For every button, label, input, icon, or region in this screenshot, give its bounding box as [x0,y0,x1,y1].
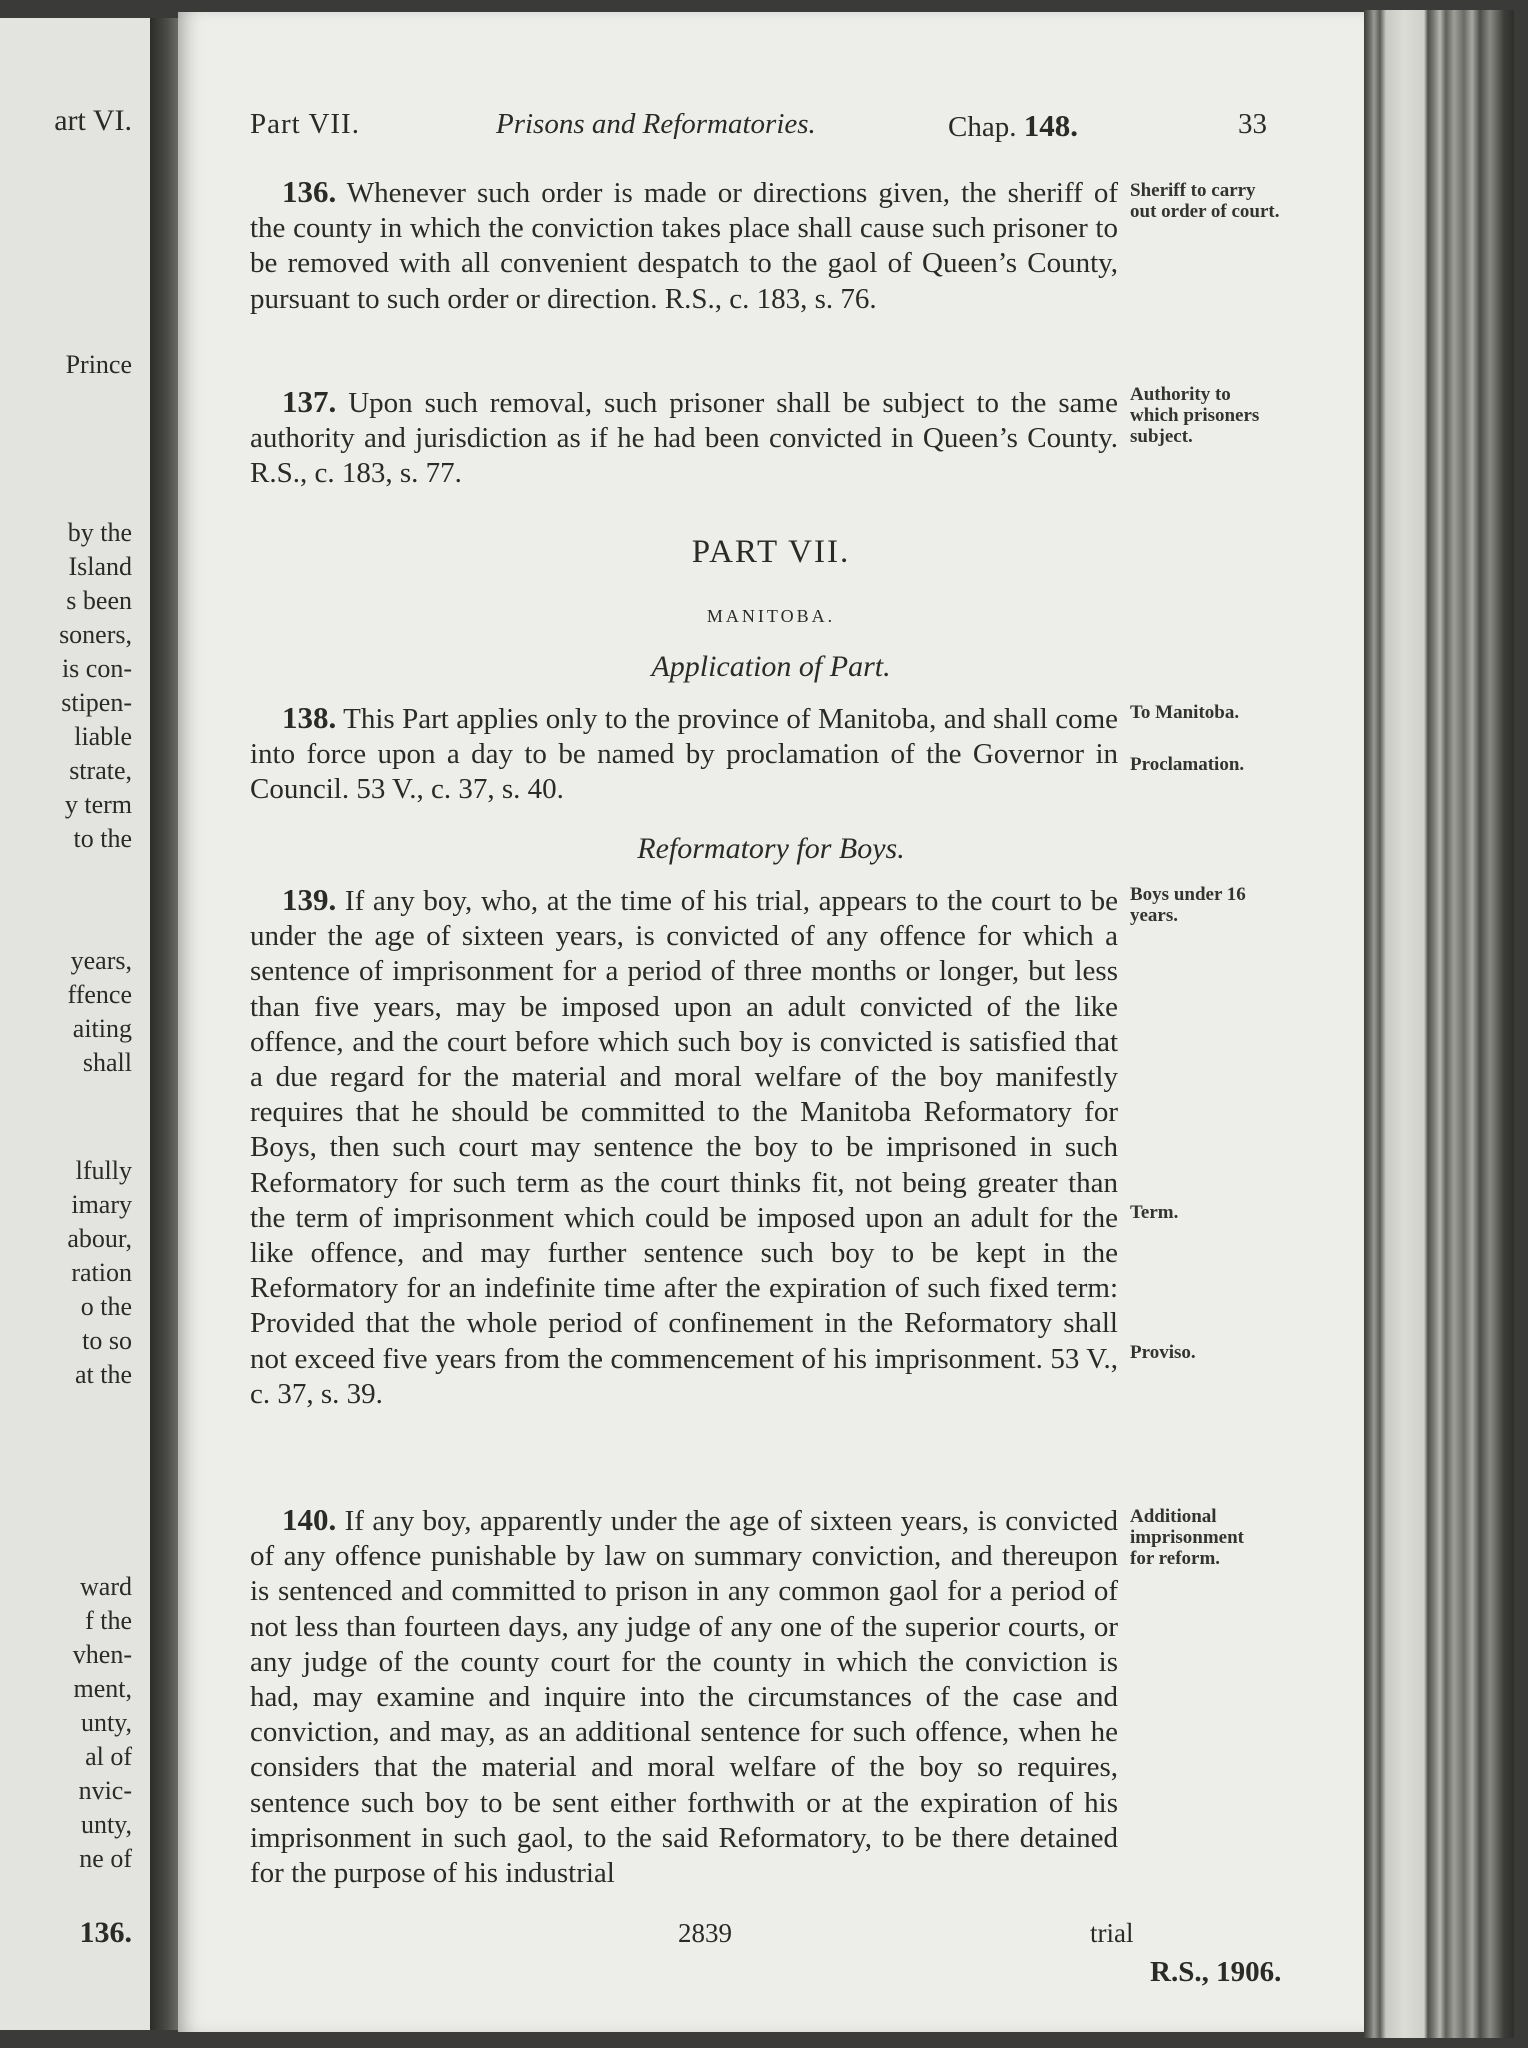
chapter-label: Chap. [948,111,1017,143]
running-head-chapter [948,108,1078,144]
left-page-text-fragment: lfully [75,1156,132,1185]
section-number: 137. [282,384,337,419]
left-page-text-fragment: to so [82,1326,132,1355]
book-page [178,12,1364,2032]
left-page-text-fragment: shall [82,1048,132,1077]
left-page-text-fragment: stipen- [61,688,132,717]
left-page-text-fragment: 136. [79,1916,132,1949]
left-page-text-fragment: ffence [67,980,132,1009]
left-page-text-fragment: art VI. [54,104,132,137]
section-text: If any boy, who, at the time of his trial, appears to the court to be under the age of sixteen years, is convicted of any offence for which a sentence of imprisonment for a period of three months or longer, but less than five years, may be imposed upon an adult convicted of the like offence, and the court before which such boy is convicted is satisfied that a due regard for the material and moral welfare of the boy manifestly requires that he should be committed to the Manitoba Reformatory for Boys, then such court may sentence the boy to be imprisoned in such Reformatory for such term as the court thinks fit, not being greater than the term of imprisonment which could be imposed upon an adult for the like offence, and may further sentence such boy to be kept in the Reformatory for an indefinite time after the expiration of such fixed term: Provided that the whole period of confinement in the Reformatory shall not exceed five years from the commencement of his imprisonment. 53 V., c. 37, s. 39. [250,885,1118,1410]
margin-note: Additional imprisonment for reform. [1130,1506,1244,1569]
left-page-text-fragment: ward [80,1572,132,1601]
running-head-part: Part VII. [250,108,360,140]
left-page-text-fragment: soners, [59,620,132,649]
chapter-number: 148. [1023,108,1078,143]
margin-note-2: Proclamation. [1130,754,1245,775]
left-page-text-fragment: at the [74,1360,132,1389]
left-page-text-fragment: nvic- [78,1776,132,1805]
left-page-text-fragment: by the [67,518,132,547]
left-page-text-fragment: aiting [72,1014,132,1043]
left-page-text-fragment: unty, [80,1708,132,1737]
left-page-text-fragment: unty, [80,1810,132,1839]
section-text: Upon such removal, such prisoner shall be subject to the same authority and jurisdiction as if he had been convicted in Queen’s County. R.S., c. 183, s. 77. [250,387,1118,490]
section-136 [250,174,1118,317]
subheading-reformatory: Reformatory for Boys. [637,832,905,865]
left-page-text-fragment: f the [85,1606,132,1635]
margin-note: Sheriff to carry out order of court. [1130,180,1280,222]
margin-note: Authority to which prisoners subject. [1130,384,1260,447]
left-page-text-fragment: liable [74,722,132,751]
left-page-text-fragment: s been [66,586,132,615]
left-page-text-fragment: al of [85,1742,132,1771]
footer-page-number: 2839 [678,1918,732,1948]
left-page-fragment [0,18,151,2030]
left-page-text-fragment: is con- [61,654,132,683]
section-number: 138. [282,700,337,735]
part-heading: PART VII. [691,534,851,570]
section-number: 139. [282,882,337,917]
section-number: 140. [282,1502,337,1537]
left-page-text-fragment: strate, [69,756,132,785]
subheading-application: Application of Part. [651,650,891,683]
section-140 [250,1502,1118,1891]
section-139 [250,882,1118,1412]
left-page-text-fragment: ne of [79,1844,132,1873]
section-text: If any boy, apparently under the age of sixteen years, is convicted of any offence punishable by law on summary conviction, and thereupon is sentenced and committed to prison in any common gaol for a period of not less than fourteen days, any judge of any one of the superior courts, or any judge of the county court for the county in which the conviction is had, may examine and inquire into the circumstances of the case and conviction, and may, as an additional sentence for such offence, when he considers that the material and moral welfare of the boy so requires, sentence such boy to be sent either forthwith or at the expiration of his imprisonment in such gaol, to the said Reformatory, to be there detained for the purpose of his industrial [250,1505,1118,1890]
section-text: Whenever such order is made or directions given, the sheriff of the county in which the conviction takes place shall cause such prisoner to be removed with all convenient despatch to the gaol of Queen’s County, pursuant to such order or direction. R.S., c. 183, s. 76. [250,177,1118,315]
left-page-text-fragment: ration [71,1258,132,1287]
page-number: 33 [1238,108,1267,140]
left-page-text-fragment: Prince [65,350,132,379]
left-page-text-fragment: o the [80,1292,132,1321]
section-137 [250,384,1118,492]
catchword: trial [1090,1918,1134,1948]
left-page-text-fragment: imary [71,1190,132,1219]
left-page-text-fragment: abour, [67,1224,132,1253]
left-page-text-fragment: ment, [73,1674,132,1703]
margin-note: Boys under 16 years. [1130,884,1246,926]
page-stack-edge [1364,10,1514,2038]
margin-note-3: Proviso. [1130,1342,1196,1363]
left-page-text-fragment: years, [70,946,132,975]
margin-note: To Manitoba. [1130,702,1240,723]
section-number: 136. [282,174,337,209]
left-page-text-fragment: Island [68,552,132,581]
book-gutter [150,18,178,2030]
left-page-text-fragment: vhen- [72,1640,132,1669]
left-page-text-fragment: to the [73,824,132,853]
margin-note-2: Term. [1130,1202,1179,1223]
section-text: This Part applies only to the province of Manitoba, and shall come into force upon a day to be named by proclamation of the Governor in Council. 53 V., c. 37, s. 40. [250,703,1118,806]
footer-statute-ref: R.S., 1906. [1150,1956,1282,1988]
section-138 [250,700,1118,808]
left-page-text-fragment: y term [64,790,132,819]
running-head-title: Prisons and Reformatories. [496,108,816,140]
province-heading: MANITOBA. [706,606,836,626]
